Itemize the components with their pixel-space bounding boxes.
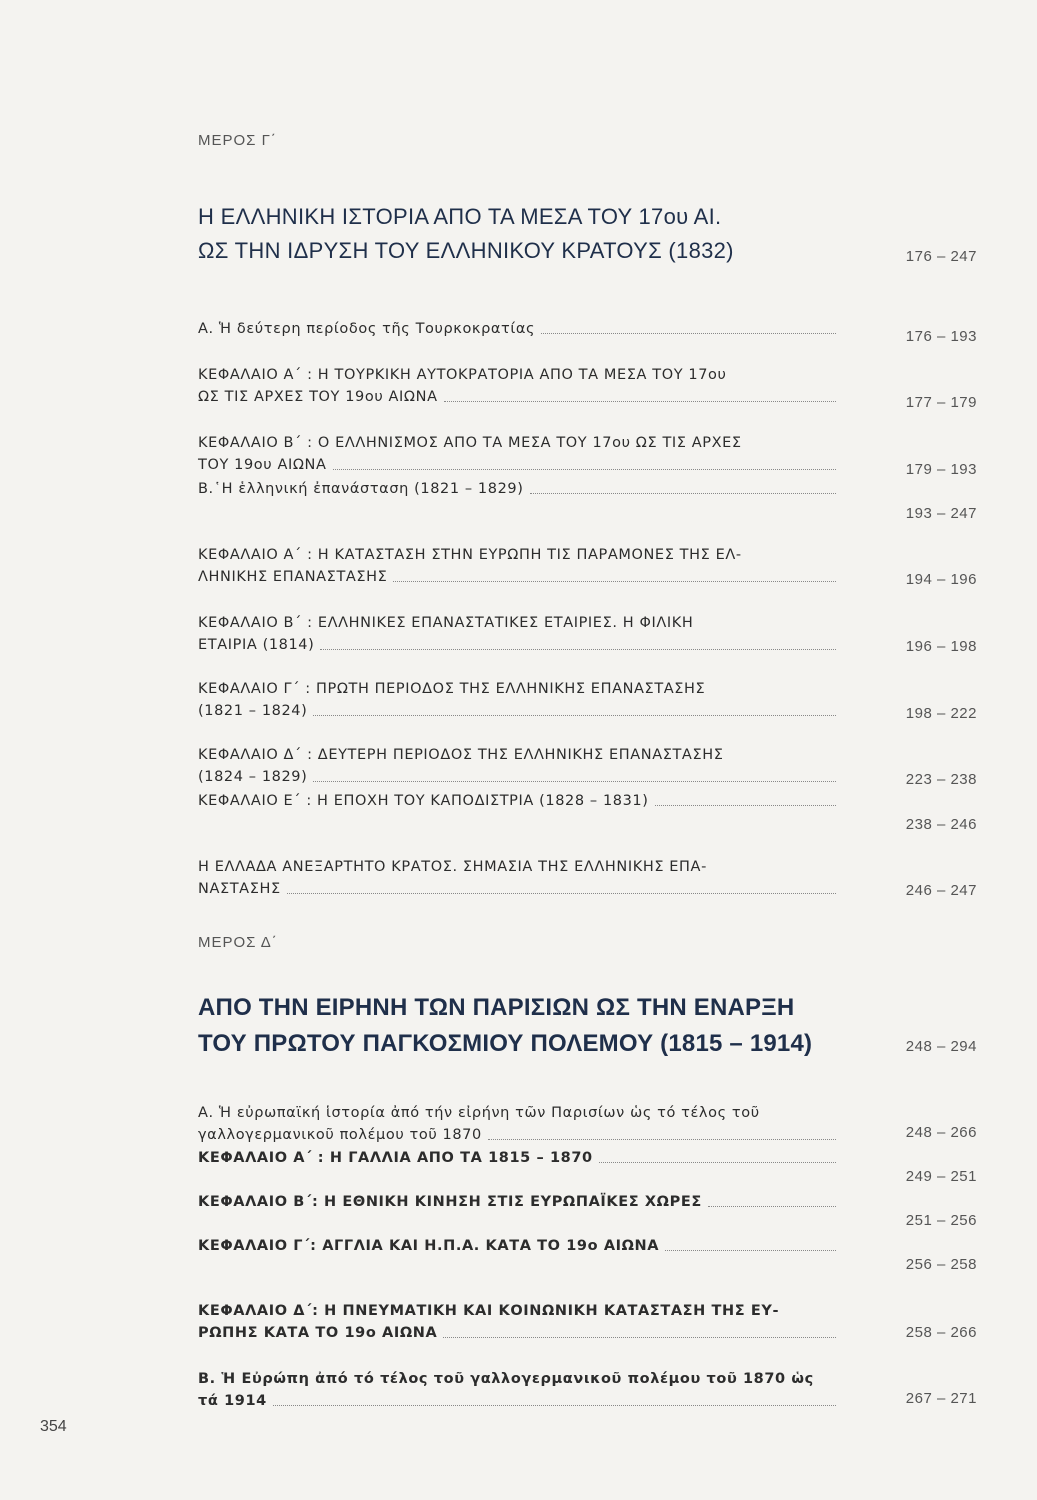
leader-dots: [443, 1322, 836, 1338]
toc-entry-line1: ΚΕΦΑΛΑΙΟ Β΄ : Ο ΕΛΛΗΝΙΣΜΟΣ ΑΠΟ ΤΑ ΜΕΣΑ ΤΟΥ 17ου ΩΣ ΤΙΣ ΑΡΧΕΣ: [198, 435, 742, 451]
leader-dots: [287, 878, 836, 894]
leader-dots: [488, 1124, 836, 1140]
toc-entry: [198, 790, 838, 812]
leader-dots: [313, 700, 836, 716]
toc-entry-line2: ΚΕΦΑΛΑΙΟ Α΄ : Η ΓΑΛΛΙΑ ΑΠΟ ΤΑ 1815 – 1870: [198, 1150, 593, 1166]
leader-dots: [599, 1147, 836, 1163]
leader-dots: [444, 386, 836, 402]
leader-dots: [708, 1191, 836, 1207]
toc-entry: [198, 544, 838, 588]
toc-entry-line2: Α. Ἡ δεύτερη περίοδος τῆς Τουρκοκρατίας: [198, 321, 536, 337]
part-c-title-line1: Η ΕΛΛΗΝΙΚΗ ΙΣΤΟΡΙΑ ΑΠΟ ΤΑ ΜΕΣΑ ΤΟΥ 17ου ΑΙ.: [198, 204, 722, 229]
toc-entry-range: 246 – 247: [905, 882, 977, 899]
toc-entry-range: 267 – 271: [905, 1390, 977, 1407]
toc-entry-range: 194 – 196: [905, 571, 977, 588]
toc-entry: [198, 1191, 838, 1213]
toc-entry-line1: ΚΕΦΑΛΑΙΟ Δ΄ : ΔΕΥΤΕΡΗ ΠΕΡΙΟΔΟΣ ΤΗΣ ΕΛΛΗΝΙΚΗΣ ΕΠΑΝΑΣΤΑΣΗΣ: [198, 747, 724, 763]
part-d-range: 248 – 294: [905, 1038, 977, 1055]
toc-entry-line2: τά 1914: [198, 1393, 267, 1409]
leader-dots: [541, 318, 836, 334]
toc-entry-line2: Β.῾Η ἑλληνική ἐπανάσταση (1821 – 1829): [198, 481, 524, 497]
toc-entry: [198, 432, 838, 476]
leader-dots: [655, 790, 836, 806]
toc-entry-line2: ΤΟΥ 19ου ΑΙΩΝΑ: [198, 457, 327, 473]
leader-dots: [393, 566, 836, 582]
page-number: 354: [40, 1418, 67, 1435]
part-d-title: [198, 990, 858, 1062]
toc-entry: [198, 612, 838, 656]
toc-entry-line1: ΚΕΦΑΛΑΙΟ Α΄ : Η ΚΑΤΑΣΤΑΣΗ ΣΤΗΝ ΕΥΡΩΠΗ ΤΙΣ ΠΑΡΑΜΟΝΕΣ ΤΗΣ ΕΛ-: [198, 547, 742, 563]
toc-entry-line2: ΚΕΦΑΛΑΙΟ Γ΄: ΑΓΓΛΙΑ ΚΑΙ Η.Π.Α. ΚΑΤΑ ΤΟ 19ο ΑΙΩΝΑ: [198, 1238, 660, 1254]
toc-entry-range: 177 – 179: [905, 394, 977, 411]
toc-entry: [198, 744, 838, 788]
part-d-title-line1: ΑΠΟ ΤΗΝ ΕΙΡΗΝΗ ΤΩΝ ΠΑΡΙΣΙΩΝ ΩΣ ΤΗΝ ΕΝΑΡΞΗ: [198, 994, 795, 1021]
part-c-range: 176 – 247: [905, 248, 977, 265]
leader-dots: [530, 478, 837, 494]
part-c-label: ΜΕΡΟΣ Γ΄: [198, 132, 277, 149]
toc-entry-line2: ΡΩΠΗΣ ΚΑΤΑ ΤΟ 19ο ΑΙΩΝΑ: [198, 1325, 438, 1341]
leader-dots: [273, 1390, 836, 1406]
toc-entry-line1: ΚΕΦΑΛΑΙΟ Δ΄: Η ΠΝΕΥΜΑΤΙΚΗ ΚΑΙ ΚΟΙΝΩΝΙΚΗ ΚΑΤΑΣΤΑΣΗ ΤΗΣ ΕΥ-: [198, 1303, 780, 1319]
toc-entry-line2: ΕΤΑΙΡΙΑ (1814): [198, 637, 315, 653]
toc-entry-line2: ΝΑΣΤΑΣΗΣ: [198, 881, 281, 897]
toc-entry-range: 196 – 198: [905, 638, 977, 655]
toc-entry: [198, 1368, 838, 1412]
leader-dots: [313, 766, 836, 782]
toc-entry-range: 179 – 193: [905, 461, 977, 478]
toc-entry: [198, 364, 838, 408]
part-c-title: [198, 200, 858, 268]
leader-dots: [333, 454, 837, 470]
toc-entry-line2: ΩΣ ΤΙΣ ΑΡΧΕΣ ΤΟΥ 19ου ΑΙΩΝΑ: [198, 389, 438, 405]
toc-entry-range: 223 – 238: [905, 771, 977, 788]
toc-entry: [198, 856, 838, 900]
toc-entry-range: 176 – 193: [905, 328, 977, 345]
toc-entry-line2: γαλλογερμανικοῦ πολέμου τοῦ 1870: [198, 1127, 482, 1143]
toc-entry-range: 249 – 251: [905, 1168, 977, 1185]
toc-entry-line2: ΚΕΦΑΛΑΙΟ Β΄: Η ΕΘΝΙΚΗ ΚΙΝΗΣΗ ΣΤΙΣ ΕΥΡΩΠΑΪΚΕΣ ΧΩΡΕΣ: [198, 1194, 702, 1210]
toc-entry-line1: Α. Ἡ εὐρωπαϊκή ἱστορία ἀπό τήν εἰρήνη τῶν Παρισίων ὡς τό τέλος τοῦ: [198, 1105, 760, 1121]
toc-entry: [198, 1102, 838, 1146]
toc-entry-line1: ΚΕΦΑΛΑΙΟ Β΄ : ΕΛΛΗΝΙΚΕΣ ΕΠΑΝΑΣΤΑΤΙΚΕΣ ΕΤΑΙΡΙΕΣ. Η ΦΙΛΙΚΗ: [198, 615, 694, 631]
part-d-label: ΜΕΡΟΣ Δ΄: [198, 934, 278, 951]
toc-entry-range: 193 – 247: [905, 505, 977, 522]
toc-entry-line2: ΛΗΝΙΚΗΣ ΕΠΑΝΑΣΤΑΣΗΣ: [198, 569, 388, 585]
toc-entry-line1: ΚΕΦΑΛΑΙΟ Γ΄ : ΠΡΩΤΗ ΠΕΡΙΟΔΟΣ ΤΗΣ ΕΛΛΗΝΙΚΗΣ ΕΠΑΝΑΣΤΑΣΗΣ: [198, 681, 706, 697]
toc-entry-line2: (1821 – 1824): [198, 703, 308, 719]
toc-entry-line1: ΚΕΦΑΛΑΙΟ Α΄ : Η ΤΟΥΡΚΙΚΗ ΑΥΤΟΚΡΑΤΟΡΙΑ ΑΠΟ ΤΑ ΜΕΣΑ ΤΟΥ 17ου: [198, 367, 727, 383]
toc-entry-line1: Η ΕΛΛΑΔΑ ΑΝΕΞΑΡΤΗΤΟ ΚΡΑΤΟΣ. ΣΗΜΑΣΙΑ ΤΗΣ ΕΛΛΗΝΙΚΗΣ ΕΠΑ-: [198, 859, 707, 875]
part-d-title-line2: ΤΟΥ ΠΡΩΤΟΥ ΠΑΓΚΟΣΜΙΟΥ ΠΟΛΕΜΟΥ (1815 – 1914): [198, 1030, 813, 1057]
toc-entry-range: 256 – 258: [905, 1256, 977, 1273]
toc-entry-line2: (1824 – 1829): [198, 769, 308, 785]
toc-entry: [198, 478, 838, 500]
leader-dots: [665, 1235, 836, 1251]
toc-entry-range: 238 – 246: [905, 816, 977, 833]
toc-entry: [198, 1235, 838, 1257]
toc-entry-range: 198 – 222: [905, 705, 977, 722]
toc-entry-line2: ΚΕΦΑΛΑΙΟ Ε΄ : Η ΕΠΟΧΗ ΤΟΥ ΚΑΠΟΔΙΣΤΡΙΑ (1828 – 1831): [198, 793, 649, 809]
toc-entry: [198, 1300, 838, 1344]
toc-entry: [198, 318, 838, 340]
toc-entry-range: 248 – 266: [905, 1124, 977, 1141]
leader-dots: [320, 634, 836, 650]
toc-entry-range: 258 – 266: [905, 1324, 977, 1341]
toc-entry-range: 251 – 256: [905, 1212, 977, 1229]
part-c-title-line2: ΩΣ ΤΗΝ ΙΔΡΥΣΗ ΤΟΥ ΕΛΛΗΝΙΚΟΥ ΚΡΑΤΟΥΣ (1832): [198, 238, 734, 263]
toc-entry: [198, 678, 838, 722]
toc-entry-line1: Β. Ἡ Εὐρώπη ἀπό τό τέλος τοῦ γαλλογερμανικοῦ πολέμου τοῦ 1870 ὡς: [198, 1371, 814, 1387]
toc-entry: [198, 1147, 838, 1169]
